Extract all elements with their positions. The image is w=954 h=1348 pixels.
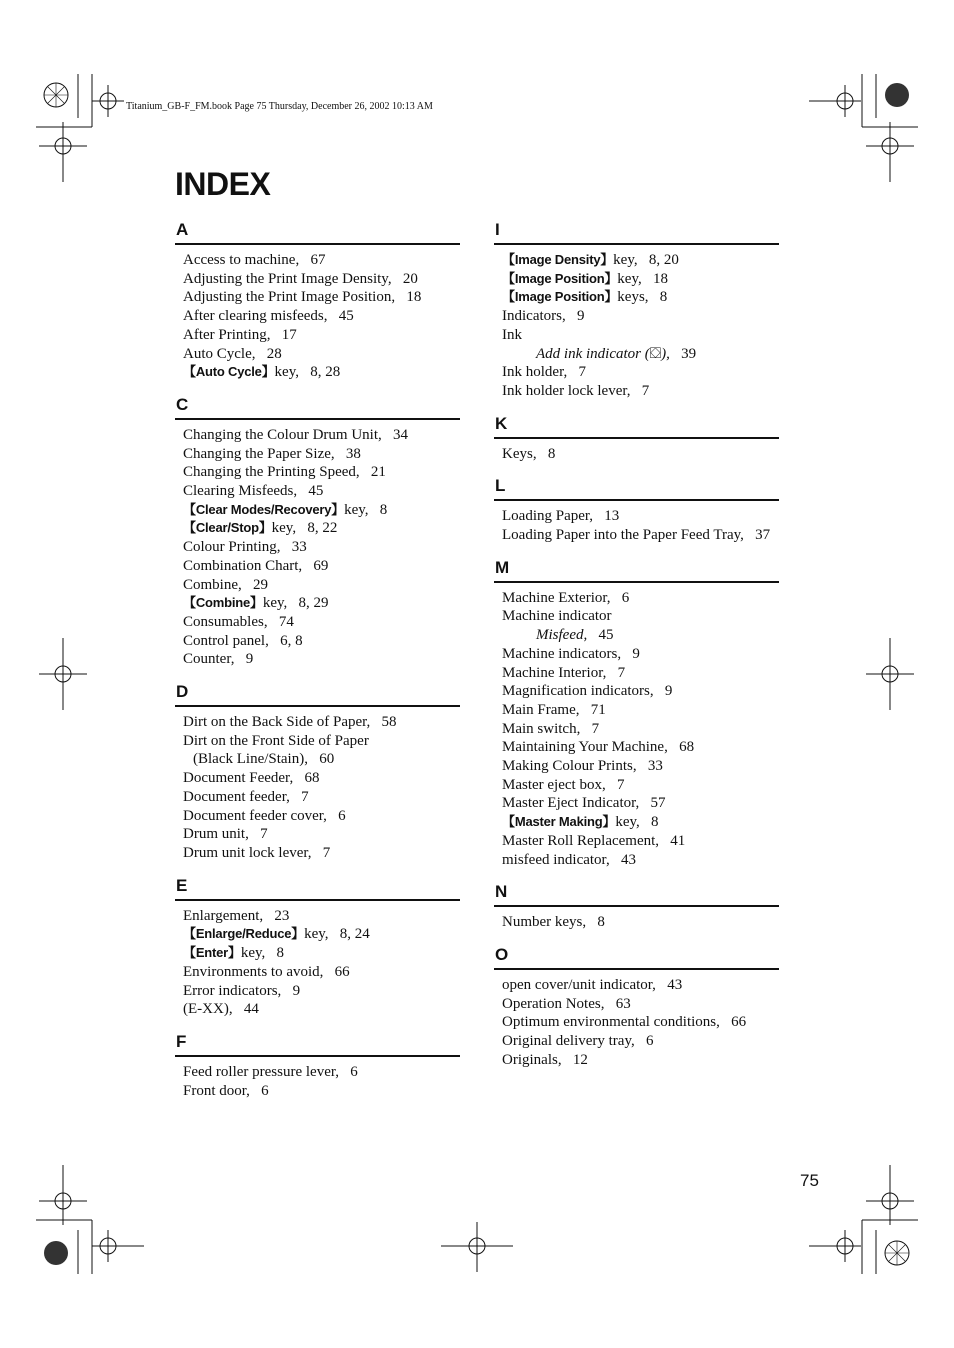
- index-entry: 【Combine】key, 8, 29: [183, 595, 329, 612]
- index-entry: Front door, 6: [183, 1082, 269, 1099]
- index-entry: Optimum environmental conditions, 66: [502, 1014, 747, 1031]
- key-name: 【Combine】: [183, 595, 263, 611]
- index-entry: Consumables, 74: [183, 613, 294, 630]
- index-entry: Master Eject Indicator, 57: [502, 795, 666, 812]
- index-entry: 【Enter】key, 8: [183, 945, 285, 962]
- index-column-right: [494, 219, 779, 1082]
- index-entry: Adjusting the Print Image Density, 20: [183, 270, 418, 287]
- index-section-k: [494, 413, 779, 464]
- index-entry: Master eject box, 7: [502, 776, 625, 793]
- index-entry: Originals, 12: [502, 1051, 588, 1068]
- index-entry: 【Clear/Stop】key, 8, 22: [183, 520, 338, 537]
- section-letter: E: [175, 875, 460, 901]
- index-entry: Document feeder, 7: [183, 788, 309, 805]
- index-entry: Loading Paper into the Paper Feed Tray, 37: [502, 527, 771, 544]
- index-entry: Ink: [502, 326, 522, 343]
- index-entry-continuation: (Black Line/Stain), 60: [193, 751, 335, 768]
- key-name: 【Image Density】: [502, 252, 614, 267]
- index-entry: Number keys, 8: [502, 914, 605, 931]
- section-letter: M: [494, 557, 779, 583]
- index-entry: Making Colour Prints, 33: [502, 758, 663, 775]
- section-letter: D: [175, 681, 460, 707]
- add-ink-indicator-icon: ⛋: [649, 345, 662, 362]
- section-letter: I: [494, 219, 779, 245]
- index-entry: Colour Printing, 33: [183, 539, 307, 556]
- key-name: 【Image Position】: [502, 289, 618, 305]
- index-entry: After Printing, 17: [183, 326, 297, 343]
- index-entry: Maintaining Your Machine, 68: [502, 739, 695, 756]
- index-entry: Counter, 9: [183, 651, 254, 668]
- index-entry: Error indicators, 9: [183, 982, 301, 999]
- section-letter: F: [175, 1031, 460, 1057]
- index-subentry: Add ink indicator (⛋), 39: [536, 345, 697, 362]
- index-entry: Keys, 8: [502, 445, 556, 462]
- section-letter: O: [494, 944, 779, 970]
- key-name: 【Enlarge/Reduce】: [183, 926, 305, 942]
- index-entry: (E-XX), 44: [183, 1001, 259, 1018]
- index-entry: Changing the Paper Size, 38: [183, 445, 361, 462]
- book-header-line: Titanium_GB-F_FM.book Page 75 Thursday, December 26, 2002 10:13 AM: [126, 101, 433, 112]
- index-entry: Indicators, 9: [502, 308, 585, 325]
- index-entry: Machine indicators, 9: [502, 645, 640, 662]
- index-entry: 【Master Making】key, 8: [502, 814, 659, 831]
- index-entry: After clearing misfeeds, 45: [183, 308, 354, 325]
- index-entry: Original delivery tray, 6: [502, 1033, 654, 1050]
- key-name: 【Master Making】: [502, 814, 616, 830]
- index-entry: Machine indicator: [502, 608, 612, 625]
- index-entry: 【Clear Modes/Recovery】key, 8: [183, 501, 388, 518]
- index-entry: Machine Exterior, 6: [502, 589, 630, 606]
- index-section-n: [494, 881, 779, 932]
- index-entry: Drum unit, 7: [183, 826, 268, 843]
- key-name: 【Auto Cycle】: [183, 364, 275, 380]
- index-entry: Clearing Misfeeds, 45: [183, 483, 324, 500]
- index-entry: Drum unit lock lever, 7: [183, 844, 331, 861]
- index-entry: Control panel, 6, 8: [183, 632, 303, 649]
- index-section-e: [175, 875, 460, 1019]
- page-title: INDEX: [175, 166, 271, 202]
- index-entry: Operation Notes, 63: [502, 995, 631, 1012]
- index-entry: misfeed indicator, 43: [502, 851, 636, 868]
- index-entry: Combination Chart, 69: [183, 557, 329, 574]
- index-entry: Document feeder cover, 6: [183, 807, 346, 824]
- index-entry: Machine Interior, 7: [502, 664, 626, 681]
- index-entry: 【Image Position】key, 18: [502, 270, 668, 287]
- index-entry: Ink holder, 7: [502, 364, 586, 381]
- index-entry: Feed roller pressure lever, 6: [183, 1063, 358, 1080]
- index-section-m: [494, 557, 779, 870]
- page-number: 75: [800, 1171, 819, 1190]
- index-entry: Ink holder lock lever, 7: [502, 382, 650, 399]
- index-entry: Main switch, 7: [502, 720, 600, 737]
- index-entry: Magnification indicators, 9: [502, 683, 673, 700]
- index-entry: Enlargement, 23: [183, 907, 290, 924]
- section-letter: A: [175, 219, 460, 245]
- key-name: 【Enter】: [183, 945, 241, 961]
- index-section-o: [494, 944, 779, 1070]
- key-name: 【Image Position】: [502, 270, 618, 286]
- index-entry: Combine, 29: [183, 576, 268, 593]
- section-letter: L: [494, 475, 779, 501]
- section-letter: K: [494, 413, 779, 439]
- section-letter: N: [494, 881, 779, 907]
- index-entry: 【Auto Cycle】key, 8, 28: [183, 364, 341, 381]
- index-entry: Adjusting the Print Image Position, 18: [183, 289, 422, 306]
- index-section-l: [494, 475, 779, 544]
- index-entry: Auto Cycle, 28: [183, 345, 282, 362]
- index-entry: Environments to avoid, 66: [183, 963, 350, 980]
- index-entry: open cover/unit indicator, 43: [502, 976, 683, 993]
- index-entry: Loading Paper, 13: [502, 508, 620, 525]
- key-name: 【Clear/Stop】: [183, 520, 272, 536]
- index-entry: Dirt on the Front Side of Paper: [183, 732, 369, 749]
- section-letter: C: [175, 394, 460, 420]
- index-section-i: [494, 219, 779, 401]
- index-entry: Master Roll Replacement, 41: [502, 832, 686, 849]
- index-entry: Access to machine, 67: [183, 252, 326, 268]
- index-section-a: [175, 219, 460, 382]
- index-entry: 【Image Density】key, 8, 20: [502, 252, 679, 268]
- index-entry: 【Image Position】keys, 8: [502, 289, 668, 306]
- index-section-f: [175, 1031, 460, 1100]
- index-column-left: [175, 219, 460, 1112]
- index-entry: Dirt on the Back Side of Paper, 58: [183, 714, 397, 731]
- key-name: 【Clear Modes/Recovery】: [183, 501, 345, 517]
- index-entry: Main Frame, 71: [502, 701, 606, 718]
- index-entry: 【Enlarge/Reduce】key, 8, 24: [183, 926, 370, 943]
- index-section-d: [175, 681, 460, 863]
- index-section-c: [175, 394, 460, 669]
- index-subentry: Misfeed, 45: [536, 627, 614, 644]
- index-entry: Document Feeder, 68: [183, 770, 320, 787]
- index-entry: Changing the Colour Drum Unit, 34: [183, 426, 408, 443]
- index-entry: Changing the Printing Speed, 21: [183, 464, 386, 481]
